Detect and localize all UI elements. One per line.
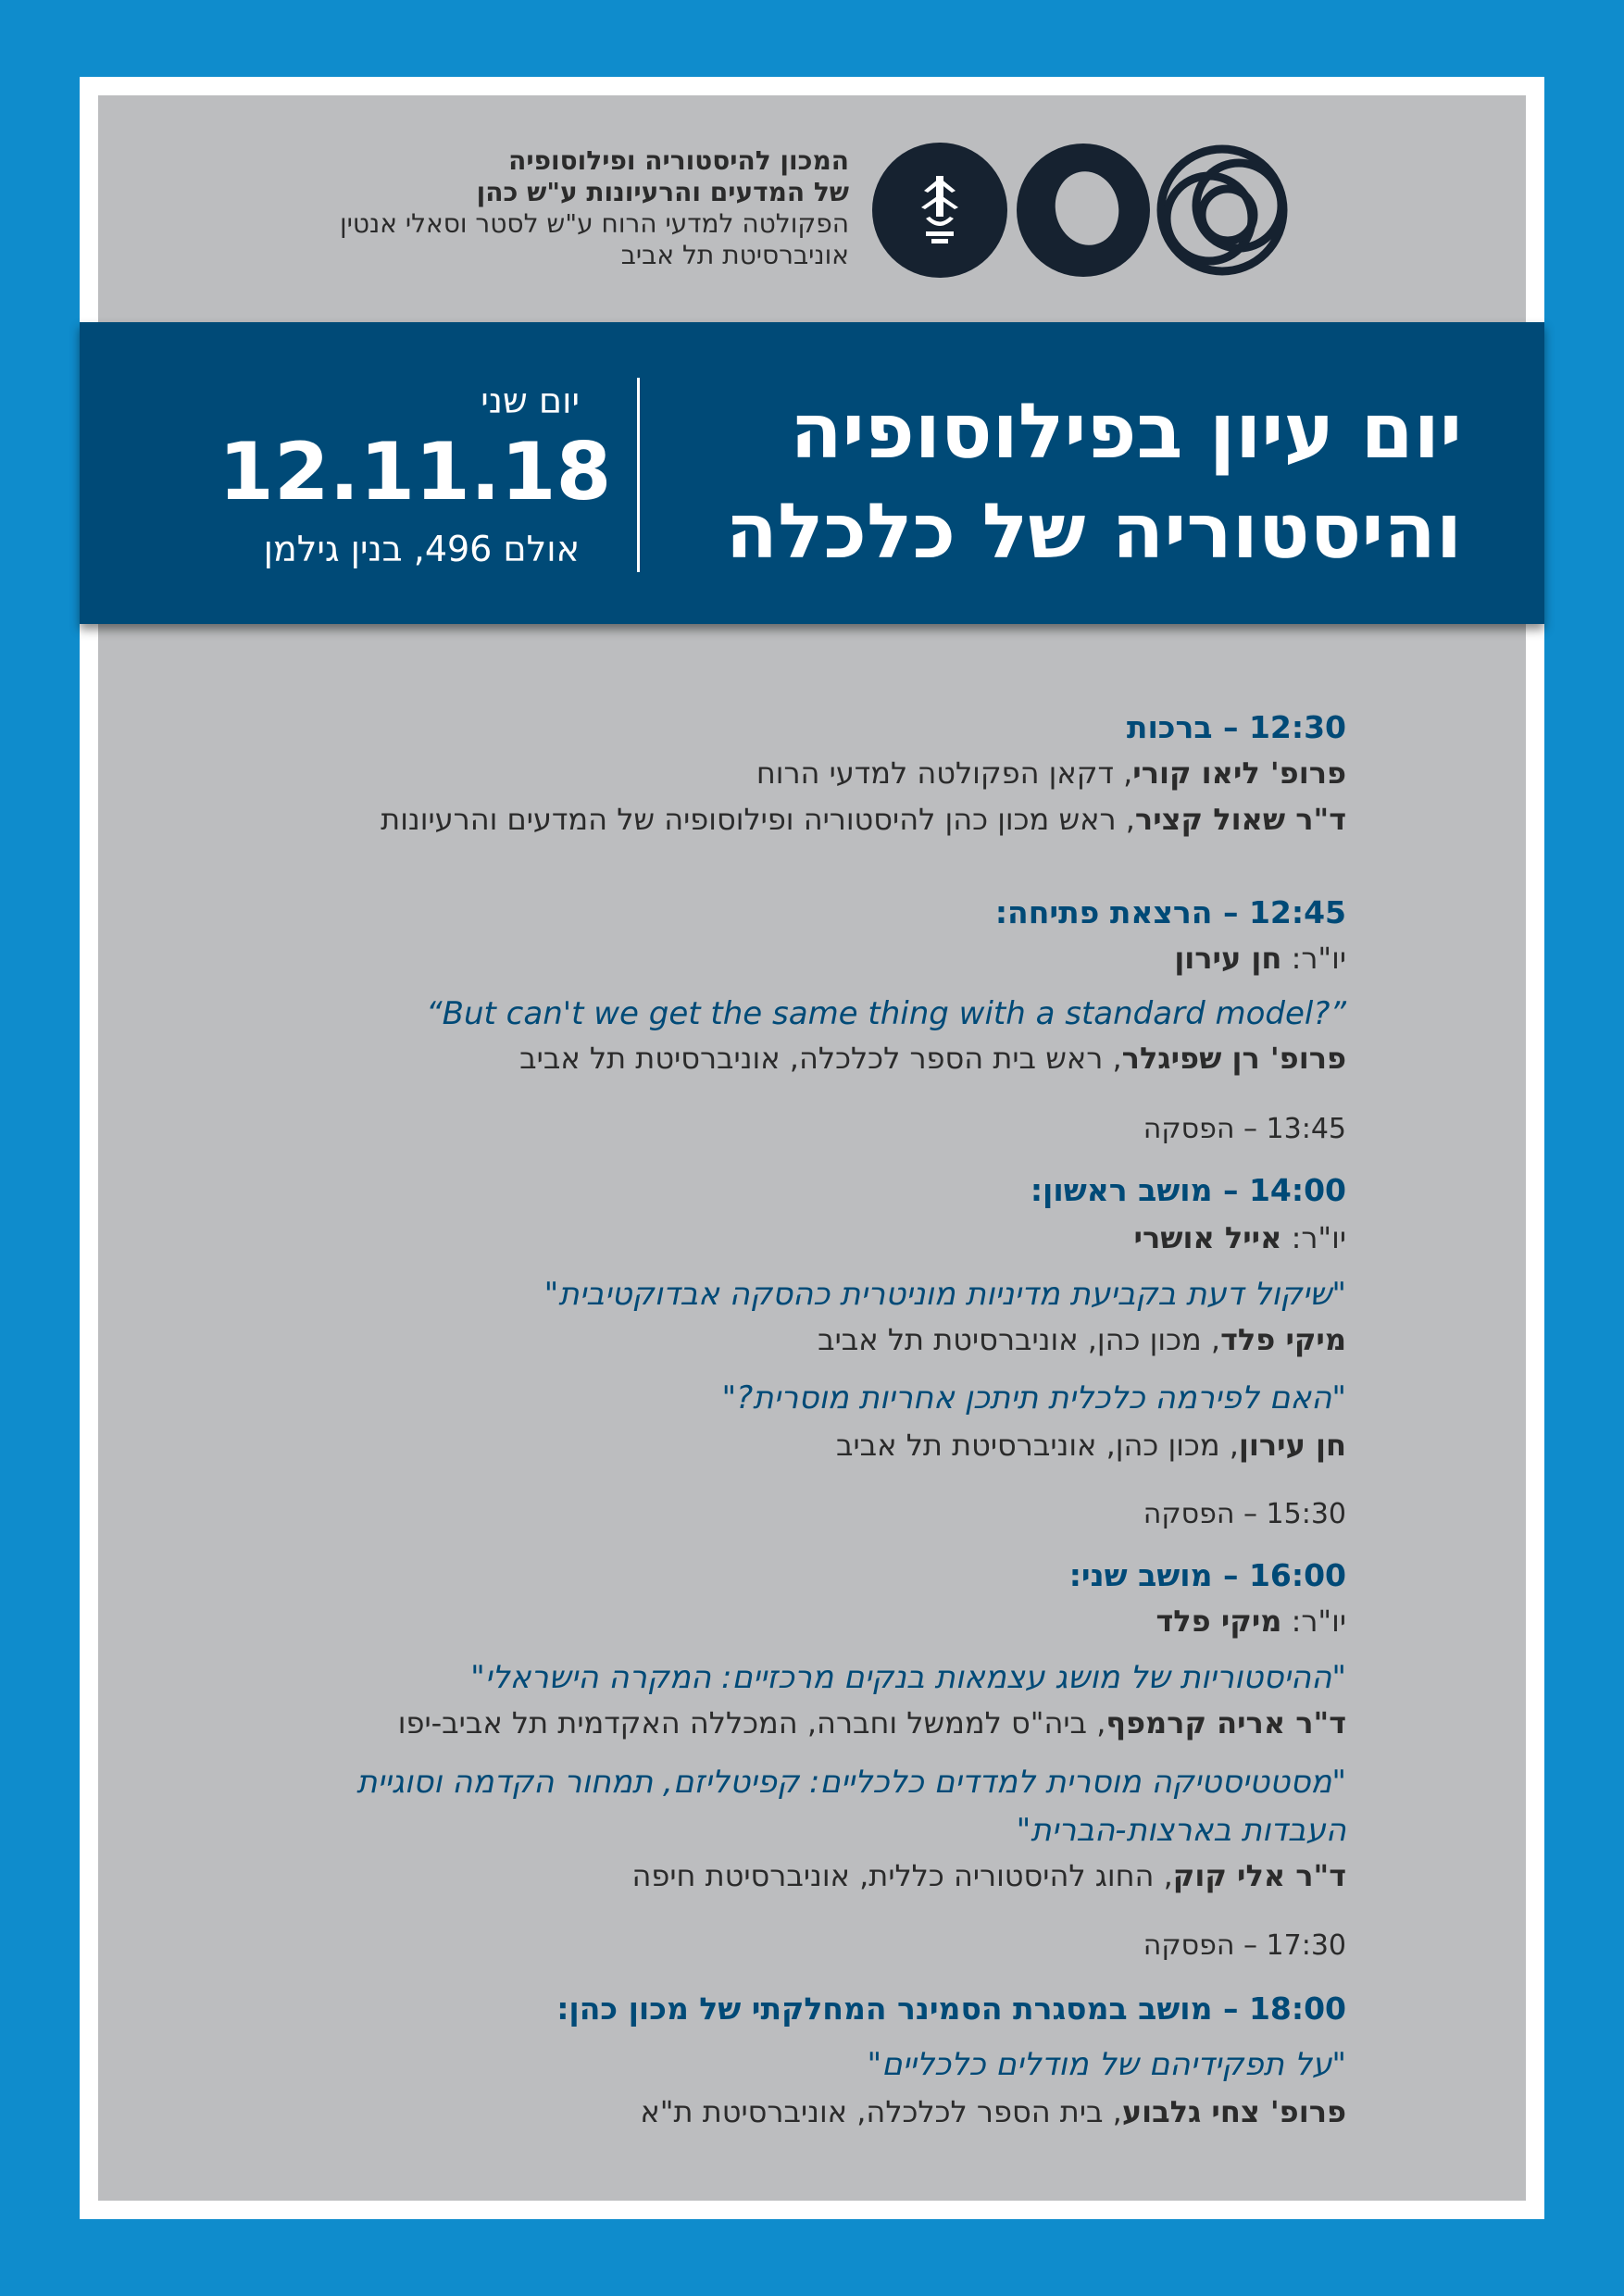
chair-name: חן עירון xyxy=(1174,941,1282,976)
institute-block xyxy=(139,145,849,271)
lecture-title: “But can't we get the same thing with a standard model?” xyxy=(426,995,1346,1032)
title-line2: והיסטוריה של כלכלה xyxy=(725,488,1462,576)
speaker-name: ד"ר אריה קרמפף xyxy=(1106,1705,1346,1741)
title-banner xyxy=(80,322,1544,624)
break-line: 15:30 – הפסקה xyxy=(1143,1498,1346,1530)
speaker-line xyxy=(315,1322,1346,1357)
lecture-title-line1: "מסטטיסטיקה מוסרית למדדים כלכליים: קפיטליזם, תמחור הקדמה וסוגיית xyxy=(356,1764,1346,1801)
speaker-role: , דקאן הפקולטה למדעי הרוח xyxy=(756,755,1133,791)
lecture-title: "האם לפירמה כלכלית תיתכן אחריות מוסרית?" xyxy=(721,1379,1346,1416)
title-line1: יום עיון בפילוסופיה xyxy=(790,388,1462,476)
speaker-line xyxy=(315,1428,1346,1463)
speaker-role: , ראש בית הספר לכלכלה, אוניברסיטת תל אביב xyxy=(519,1041,1122,1076)
speaker-line xyxy=(315,1858,1346,1893)
break-line: 13:45 – הפסקה xyxy=(1143,1113,1346,1145)
session-greetings-heading: 12:30 – ברכות xyxy=(1126,709,1346,745)
session-opening-heading: 12:45 – הרצאת פתיחה: xyxy=(994,894,1346,930)
speaker-role: , החוג להיסטוריה כללית, אוניברסיטת חיפה xyxy=(631,1858,1173,1893)
speaker-name: פרופ' רן שפיגלר xyxy=(1121,1041,1346,1076)
university-name: אוניברסיטת תל אביב xyxy=(620,240,849,270)
speaker-role: , ביה"ס לממשל וחברה, המכללה האקדמית תל אביב-יפו xyxy=(397,1705,1106,1741)
break-line: 17:30 – הפסקה xyxy=(1143,1929,1346,1962)
speaker-role: , מכון כהן, אוניברסיטת תל אביב xyxy=(835,1428,1239,1463)
chair-label: יו"ר: xyxy=(1281,1220,1346,1255)
speaker-line xyxy=(315,802,1346,837)
lecture-title: "שיקול דעת בקביעת מדיניות מוניטרית כהסקה אבדוקטיבית" xyxy=(543,1276,1346,1313)
chair-label: יו"ר: xyxy=(1281,941,1346,976)
lecture-title-line2: העבדות בארצות-הברית" xyxy=(1016,1812,1346,1849)
speaker-line xyxy=(315,2094,1346,2129)
chair-name: אייל אושרי xyxy=(1133,1220,1282,1255)
lecture-title: "ההיסטוריות של מושג עצמאות בנקים מרכזיים: המקרה הישראלי" xyxy=(470,1659,1346,1696)
speaker-line xyxy=(315,1041,1346,1076)
chair-line xyxy=(315,1220,1346,1255)
banner-divider xyxy=(637,378,640,572)
cohn-institute-ring-icon xyxy=(1017,144,1150,277)
speaker-role: , ראש מכון כהן להיסטוריה ופילוסופיה של המדעים והרעיונות xyxy=(381,802,1135,837)
speaker-line xyxy=(315,1705,1346,1741)
session-seminar-heading: 18:00 – מושב במסגרת הסמינר המחלקתי של מכון כהן: xyxy=(556,1990,1346,2027)
chair-label: יו"ר: xyxy=(1281,1603,1346,1639)
institute-name-line2: של המדעים והרעיונות ע"ש כהן xyxy=(476,177,849,207)
logos xyxy=(870,141,1296,280)
event-day: יום שני xyxy=(481,381,580,421)
event-title xyxy=(726,382,1462,582)
event-place: אולם 496, בנין גילמן xyxy=(263,529,580,569)
speaker-name: פרופ' ליאו קורי xyxy=(1132,755,1346,791)
chair-line xyxy=(315,1603,1346,1639)
intertwined-circles-icon xyxy=(1161,149,1283,271)
chair-name: מיקי פלד xyxy=(1156,1603,1282,1639)
tau-emblem-icon xyxy=(872,143,1007,278)
lecture-title: "על תפקידיהם של מודלים כלכליים" xyxy=(867,2046,1346,2083)
institute-name-line1: המכון להיסטוריה ופילוסופיה xyxy=(508,145,849,176)
session-first-heading: 14:00 – מושב ראשון: xyxy=(1030,1172,1346,1208)
session-second-heading: 16:00 – מושב שני: xyxy=(1068,1557,1346,1593)
event-date: 12.11.18 xyxy=(219,426,612,518)
faculty-name: הפקולטה למדעי הרוח ע"ש לסטר וסאלי אנטין xyxy=(339,208,849,239)
speaker-name: מיקי פלד xyxy=(1220,1322,1346,1357)
speaker-role: , מכון כהן, אוניברסיטת תל אביב xyxy=(818,1322,1221,1357)
speaker-name: ד"ר אלי קוק xyxy=(1172,1858,1346,1893)
speaker-role: , בית הספר לכלכלה, אוניברסיטת ת"א xyxy=(640,2094,1122,2129)
chair-line xyxy=(315,941,1346,976)
speaker-name: פרופ' צחי גלבוע xyxy=(1121,2094,1346,2129)
speaker-name: ד"ר שאול קציר xyxy=(1134,802,1346,837)
speaker-name: חן עירון xyxy=(1238,1428,1346,1463)
speaker-line xyxy=(315,755,1346,791)
